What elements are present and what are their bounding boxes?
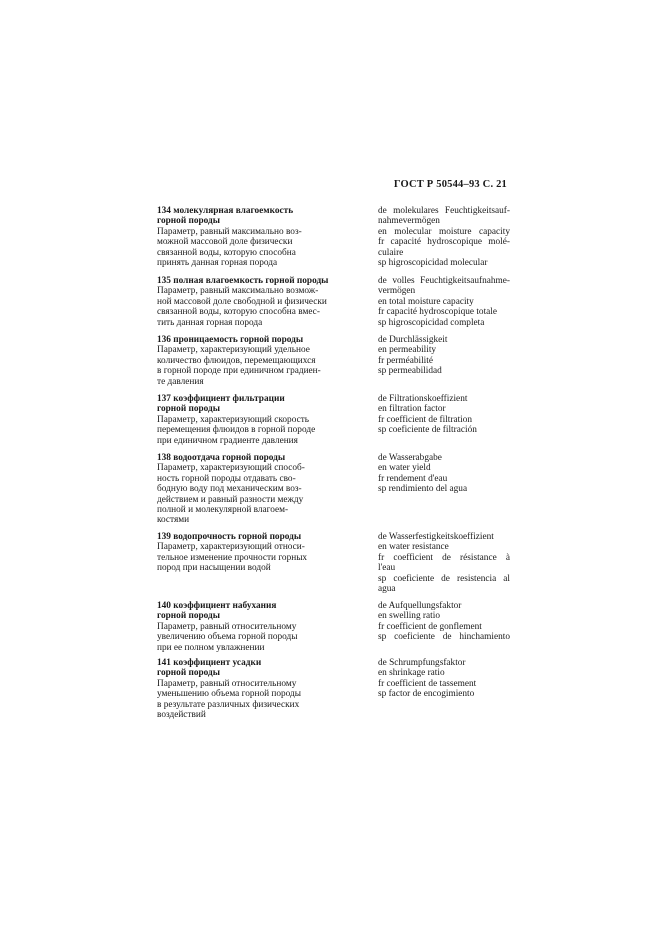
translation-en: en water resistance <box>378 542 449 553</box>
translation-de-cont: vermögen <box>378 286 416 297</box>
translation-de: de Schrumpfungsfaktor <box>378 658 466 668</box>
definition-line: количество флюидов, перемещающихся <box>157 355 316 366</box>
definition-line: Параметр, характеризующий скорость <box>157 414 310 425</box>
translation-fr-cont: culaire <box>378 247 404 258</box>
russian-term-block <box>157 335 347 387</box>
translations-block <box>378 601 510 643</box>
translation-en: en water yield <box>378 463 431 474</box>
translations-block <box>378 335 510 377</box>
translation-sp: sp coeficiente de hinchamiento <box>378 632 510 643</box>
definition-line: уменьшению объема горной породы <box>157 689 302 700</box>
translation-fr: fr perméabilité <box>378 355 433 366</box>
term-title: 140 коэффициент набухания <box>157 601 277 611</box>
term-title: 138 водоотдача горной породы <box>157 453 286 463</box>
definition-line: полной и молекулярной влагоем- <box>157 505 289 516</box>
definition-line: Параметр, характеризующий удельное <box>157 345 310 356</box>
translation-sp: sp higroscopicidad molecular <box>378 258 488 269</box>
translation-fr: fr rendement d'eau <box>378 473 448 484</box>
translation-sp: sp permeabilidad <box>378 366 442 377</box>
translation-de: de Filtrationskoeffizient <box>378 394 468 404</box>
term-title: горной породы <box>157 216 221 227</box>
translation-sp: sp coeficiente de resistencia al <box>378 573 510 584</box>
translations-block <box>378 658 510 700</box>
definition-line: бодную воду под механическим воз- <box>157 484 302 495</box>
page-header: ГОСТ Р 50544–93 С. 21 <box>393 179 507 190</box>
russian-term-block <box>157 658 347 720</box>
russian-term-block <box>157 453 347 526</box>
definition-line: при ее полном увлажнении <box>157 642 265 653</box>
translation-de: de Wasserabgabe <box>378 453 442 463</box>
definition-line: принять данная горная порода <box>157 258 278 269</box>
russian-term-block <box>157 532 347 574</box>
definition-line: тить данная горная порода <box>157 317 263 328</box>
translations-block <box>378 394 510 436</box>
translation-de: de Durchlässigkeit <box>378 335 448 345</box>
definition-line: костями <box>157 515 190 526</box>
definition-line: перемещения флюидов в горной породе <box>157 425 316 436</box>
definition-line: связанной воды, которую способна <box>157 247 296 258</box>
term-title: горной породы <box>157 668 221 679</box>
definition-line: Параметр, равный максимально возмож- <box>157 286 319 297</box>
translation-de: de Aufquellungsfaktor <box>378 601 462 611</box>
term-title: 141 коэффициент усадки <box>157 658 262 668</box>
translation-en: en swelling ratio <box>378 611 440 622</box>
translation-fr: fr coefficient de résistance à <box>378 552 510 563</box>
translations-block <box>378 453 510 495</box>
translation-fr: fr coefficient de filtration <box>378 414 473 425</box>
term-title: 135 полная влагоемкость горной породы <box>157 276 329 286</box>
term-title: 134 молекулярная влагоемкость <box>157 206 294 216</box>
translation-en: en filtration factor <box>378 404 446 415</box>
translation-sp: sp factor de encogimiento <box>378 689 475 700</box>
definition-line: пород при насыщении водой <box>157 563 271 574</box>
definition-line: ной массовой доле свободной и физически <box>157 296 327 307</box>
term-title: 137 коэффициент фильтрации <box>157 394 285 404</box>
translation-de: de volles Feuchtigkeitsaufnahme- <box>378 276 510 286</box>
translation-sp: sp higroscopicidad completa <box>378 317 485 328</box>
translation-de-cont: nahmevermögen <box>378 216 440 227</box>
russian-term-block <box>157 601 347 653</box>
translation-de: de molekulares Feuchtigkeitsauf- <box>378 206 510 216</box>
definition-line: в горной породе при единичном градиен- <box>157 366 321 377</box>
translation-fr: fr capacité hydroscopique totale <box>378 307 497 318</box>
term-title: горной породы <box>157 404 221 415</box>
translation-en: en molecular moisture capacity <box>378 226 510 237</box>
definition-line: действием и равный разности между <box>157 494 304 505</box>
translations-block <box>378 276 510 328</box>
definition-line: Параметр, характеризующий способ- <box>157 463 305 474</box>
definition-line: Параметр, равный максимально воз- <box>157 226 302 237</box>
translation-sp: sp rendimiento del agua <box>378 484 468 495</box>
translation-fr-cont: l'eau <box>378 563 396 574</box>
definition-line: ность горной породы отдавать сво- <box>157 473 296 484</box>
russian-term-block <box>157 276 347 328</box>
definition-line: Параметр, равный относительному <box>157 678 297 689</box>
translations-block <box>378 532 510 594</box>
definition-line: Параметр, характеризующий относи- <box>157 542 305 553</box>
translation-en: en permeability <box>378 345 437 356</box>
term-title: горной породы <box>157 611 221 622</box>
definition-line: при единичном градиенте давления <box>157 435 298 446</box>
translation-fr: fr coefficient de gonflement <box>378 621 482 632</box>
translation-fr: fr coefficient de tassement <box>378 678 477 689</box>
term-title: 139 водопрочность горной породы <box>157 532 302 542</box>
translation-en: en total moisture capacity <box>378 296 474 307</box>
term-title: 136 проницаемость горной породы <box>157 335 304 345</box>
translations-block <box>378 206 510 268</box>
definition-line: тельное изменение прочности горных <box>157 552 308 563</box>
definition-line: в результате различных физических <box>157 699 300 710</box>
definition-line: связанной воды, которую способна вмес- <box>157 307 320 318</box>
translation-de: de Wasserfestigkeitskoeffizient <box>378 532 494 542</box>
definition-line: те давления <box>157 376 204 387</box>
translation-sp-cont: agua <box>378 584 396 595</box>
definition-line: можной массовой доле физически <box>157 237 293 248</box>
definition-line: воздействий <box>157 710 206 721</box>
russian-term-block <box>157 206 347 268</box>
definition-line: увеличению объема горной породы <box>157 632 298 643</box>
translation-sp: sp coeficiente de filtración <box>378 425 477 436</box>
definition-line: Параметр, равный относительному <box>157 621 297 632</box>
translation-en: en shrinkage ratio <box>378 668 445 679</box>
translation-fr: fr capacité hydroscopique molé- <box>378 237 510 248</box>
russian-term-block <box>157 394 347 446</box>
